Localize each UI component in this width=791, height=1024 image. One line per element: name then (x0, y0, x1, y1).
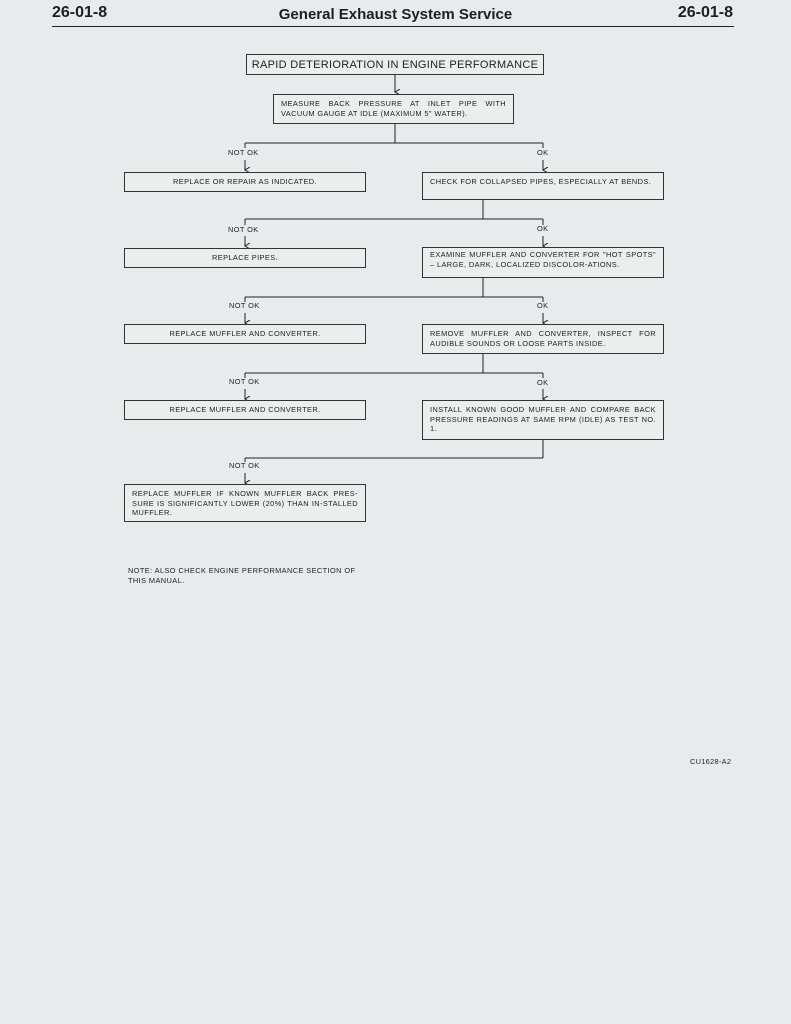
step-text: MEASURE BACK PRESSURE AT INLET PIPE WITH VACUUM GAUGE AT IDLE (MAXIMUM 5" WATER). (281, 99, 506, 118)
page-title: General Exhaust System Service (278, 6, 513, 23)
step-text: EXAMINE MUFFLER AND CONVERTER FOR "HOT SPOTS" – LARGE, DARK, LOCALIZED DISCOLOR-ATIONS. (430, 250, 656, 269)
step-replace-or-repair (124, 172, 366, 192)
ok-label: OK (537, 301, 549, 310)
step-replace-muffler-final (124, 484, 366, 522)
step-text: REPLACE OR REPAIR AS INDICATED. (173, 177, 317, 187)
ok-label: OK (537, 224, 549, 233)
step-text: REMOVE MUFFLER AND CONVERTER, INSPECT FOR AUDIBLE SOUNDS OR LOOSE PARTS INSIDE. (430, 329, 656, 348)
not-ok-label: NOT OK (229, 301, 260, 310)
ok-label: OK (537, 378, 549, 387)
step-replace-muffler-converter (124, 400, 366, 420)
step-replace-muffler-converter (124, 324, 366, 344)
page-number-right: 26-01-8 (677, 4, 733, 21)
not-ok-label: NOT OK (229, 377, 260, 386)
not-ok-label: NOT OK (228, 148, 259, 157)
step-text: INSTALL KNOWN GOOD MUFFLER AND COMPARE BACK PRESSURE READINGS AT SAME RPM (IDLE) AS TEST NO. 1. (430, 405, 656, 433)
ok-label: OK (537, 148, 549, 157)
step-text: REPLACE PIPES. (212, 253, 278, 263)
step-examine-hot-spots (422, 247, 664, 278)
step-text: REPLACE MUFFLER IF KNOWN MUFFLER BACK PRES-SURE IS SIGNIFICANTLY LOWER (20%) THAN IN-STALLED MUFFLER. (132, 489, 358, 517)
step-remove-inspect (422, 324, 664, 354)
not-ok-label: NOT OK (229, 461, 260, 470)
flowchart-title-box (246, 54, 544, 75)
page-number-left: 26-01-8 (52, 4, 108, 21)
step-text: CHECK FOR COLLAPSED PIPES, ESPECIALLY AT BENDS. (430, 177, 652, 186)
step-install-known-good-muffler (422, 400, 664, 440)
not-ok-label: NOT OK (228, 225, 259, 234)
step-text: REPLACE MUFFLER AND CONVERTER. (169, 329, 321, 339)
flowchart-title: RAPID DETERIORATION IN ENGINE PERFORMANCE (251, 58, 539, 71)
step-replace-pipes (124, 248, 366, 268)
step-measure-back-pressure (273, 94, 514, 124)
step-text: REPLACE MUFFLER AND CONVERTER. (169, 405, 321, 415)
step-check-collapsed-pipes (422, 172, 664, 200)
manual-note: NOTE: ALSO CHECK ENGINE PERFORMANCE SECTION OF THIS MANUAL. (128, 566, 356, 585)
figure-code: CU1628-A2 (690, 757, 732, 766)
